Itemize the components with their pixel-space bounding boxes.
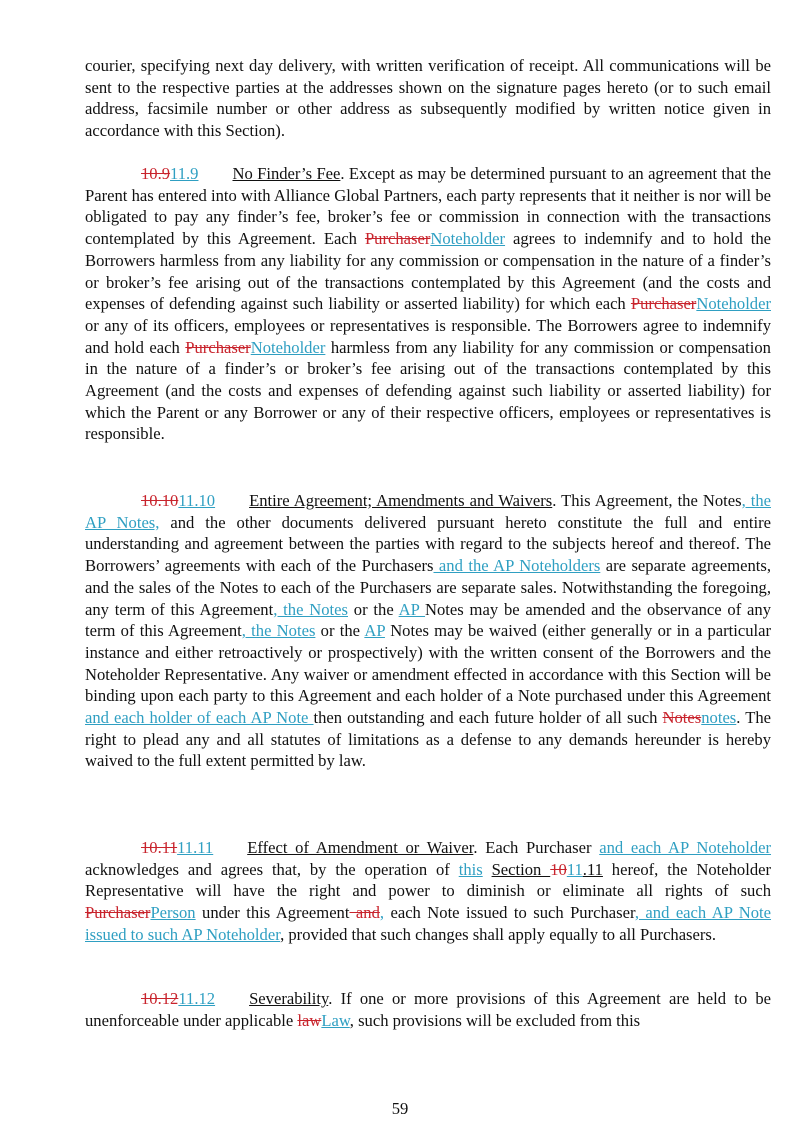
deleted-text: Notes <box>662 708 702 728</box>
paragraph-text: Each Purchaser <box>485 838 600 857</box>
inserted-text: and each holder of each AP Note <box>85 708 314 728</box>
paragraph-text: under this Agreement <box>195 903 350 923</box>
paragraph-text: The Borrowers’ agreements with each of the Purchasers <box>85 534 771 576</box>
paragraph-text: or any of its officers, employees or representatives is responsible. The Borrowers agree to indemnify and hold each <box>85 315 771 357</box>
paragraph-text: If one or more provisions of this Agreement are held to be unenforceable under applicable <box>85 989 772 1030</box>
deleted-text: Purchaser <box>630 294 697 314</box>
paragraph-text: courier, specifying next day delivery, with written verification of receipt. <box>85 56 583 75</box>
inserted-section-number: 11.10 <box>178 491 216 510</box>
inserted-text: and the AP Noteholders <box>433 556 601 576</box>
inserted-text: , the Notes <box>273 599 348 619</box>
section-heading: Entire Agreement; Amendments and Waivers <box>249 491 553 510</box>
paragraph-text: hereof, the Noteholder Representative will have the right and power to diminish or eliminate all rights of such <box>85 859 772 901</box>
inserted-text: Noteholder <box>250 337 326 357</box>
deleted-section-number: 10.9 <box>141 164 171 183</box>
inserted-section-number: 11.9 <box>170 164 199 183</box>
inserted-text: and each AP Noteholder <box>599 838 772 857</box>
cross-reference: .11 <box>582 859 603 879</box>
inserted-text: Person <box>150 903 196 923</box>
deleted-text: Purchaser <box>85 903 151 923</box>
inserted-text: , and each AP Note issued to such AP Noteholder <box>85 903 772 944</box>
deleted-text: law <box>297 1010 322 1030</box>
paragraph-text: . Except as may be determined pursuant to an agreement that the Parent has entered into with Alliance Global Partners, each party represents that it neither is nor will be obligated to pay any finder’s fee, broker’s fee or commission in connection with the transactions contemplated by this Agreement. <box>85 164 771 249</box>
inserted-text: Noteholder <box>430 229 506 249</box>
paragraph-text: acknowledges and agrees that, by the operation of <box>85 859 459 879</box>
deleted-text: Purchaser <box>185 337 251 357</box>
deleted-text: 10 <box>550 859 567 879</box>
inserted-section-number: 11.11 <box>177 838 214 857</box>
deleted-section-number: 10.11 <box>141 838 178 857</box>
paragraph-text: then outstanding and each future holder of all such <box>313 708 663 728</box>
page-number: 59 <box>391 1099 409 1118</box>
inserted-text: Law <box>321 1010 350 1030</box>
paragraph-text: . The right to plead any and all statutes of limitations as a defense to any demands hereunder is hereby waived to the full extent permitted by law. <box>85 708 772 771</box>
paragraph-text: harmless from any liability for any commission or compensation in the nature of a finder’s or broker’s fee arising out of the transactions contemplated by this Agreement (and the costs and expenses of defending against such liability or asserted liability) for which the Parent or any Borrower or any of their respective officers, employees or representatives is responsible. <box>85 337 771 444</box>
inserted-text: , the Notes <box>241 621 316 641</box>
inserted-text: AP <box>364 621 385 641</box>
paragraph-text: or the <box>347 599 399 619</box>
paragraph-text: Notes may be amended and the observance of any term of this Agreement <box>85 599 772 641</box>
section-11-11-effect-of-amendment <box>85 837 771 946</box>
section-11-10-entire-agreement <box>85 490 771 772</box>
paragraph-text: . <box>473 838 486 857</box>
paragraph-text: , such provisions will be excluded from this <box>349 1010 641 1030</box>
paragraph-text: All communications will be sent to the respective parties at the addresses shown on the signature pages hereto (or to such email address, facsimile number or other address as subsequently modified by written notice given in accordance with this Section). <box>85 56 771 141</box>
paragraph-text: Notwithstanding the foregoing, any term of this Agreement <box>85 577 771 619</box>
deleted-section-number: 10.10 <box>141 491 179 510</box>
paragraph-text: are separate agreements, and the sales of the Notes to each of the Purchasers are separate sales. <box>85 556 771 597</box>
deleted-section-number: 10.12 <box>141 989 179 1008</box>
paragraph-text: Notes may be waived (either generally or in a particular instance and either retroactively or prospectively) with the written consent of the Borrowers and the Noteholder Representative. <box>85 621 772 684</box>
section-heading: Severability <box>249 989 329 1008</box>
inserted-text: Noteholder <box>696 294 771 314</box>
paragraph-text: or the <box>315 621 365 641</box>
paragraph-text <box>483 860 492 879</box>
inserted-text: notes <box>701 708 737 728</box>
notices-paragraph-continued <box>85 55 771 142</box>
paragraph-text: , provided that such changes shall apply equally to all Purchasers. <box>280 924 717 944</box>
paragraph-text: Any waiver or amendment effected in accordance with this Section will be binding upon each party to this Agreement and each holder of a Note purchased under this Agreement <box>85 664 771 706</box>
paragraph-text: . <box>328 989 341 1008</box>
deleted-text: Purchaser <box>364 229 431 249</box>
inserted-text: , <box>379 903 385 923</box>
cross-reference: Section <box>491 859 551 879</box>
section-11-9-no-finders-fee <box>85 163 771 445</box>
section-heading: Effect of Amendment or Waiver <box>247 838 474 857</box>
deleted-text: and <box>349 903 380 923</box>
inserted-text: , the AP Notes, <box>85 491 771 532</box>
paragraph-text: . <box>552 491 562 510</box>
inserted-section-number: 11.12 <box>178 989 216 1008</box>
inserted-text: 11 <box>566 859 583 879</box>
section-11-12-severability <box>85 988 771 1031</box>
paragraph-text: agrees to indemnify and to hold the Borrowers harmless from any liability for any commission or compensation in the nature of a finder’s or broker’s fee arising out of the transactions contemplated by this Agreement (and the costs and expenses of defending against such liability or asserted liability) for which each <box>85 229 772 314</box>
paragraph-text: Each <box>323 229 365 249</box>
paragraph-text: each Note issued to such Purchaser <box>384 903 635 923</box>
section-heading: No Finder’s Fee <box>232 164 341 183</box>
paragraph-text: This Agreement, the Notes <box>561 491 742 510</box>
paragraph-text: and the other documents delivered pursuant hereto constitute the full and entire understanding and agreement between the parties with regard to the subjects hereof and thereof. <box>85 512 772 554</box>
inserted-text: this <box>458 859 483 879</box>
inserted-text: AP <box>398 599 426 619</box>
